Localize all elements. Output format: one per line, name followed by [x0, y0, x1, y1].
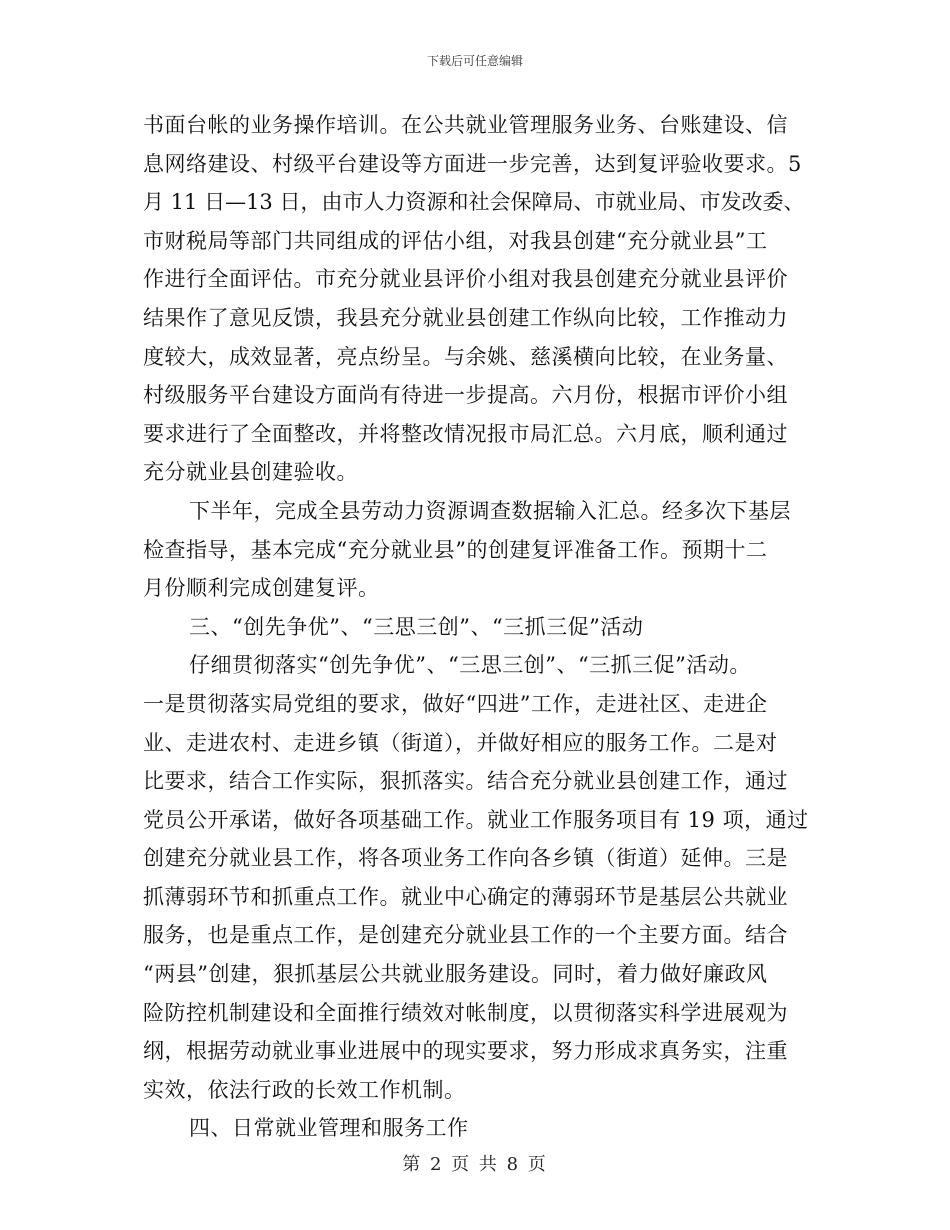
- text-line: 纲，根据劳动就业事业进展中的现实要求，努力形成求真务实，注重: [143, 1039, 788, 1064]
- text-line: 充分就业县创建验收。: [143, 460, 358, 485]
- text-line: 险防控机制建设和全面推行绩效对帐制度，以贯彻落实科学进展观为: [143, 1000, 788, 1025]
- text-line: 检查指导，基本完成“充分就业县”的创建复评准备工作。预期十二: [143, 537, 768, 562]
- text-line: 结果作了意见反馈，我县充分就业县创建工作纵向比较，工作推动力: [143, 305, 788, 330]
- text-line: 党员公开承诺，做好各项基础工作。就业工作服务项目有 19 项，通过: [143, 807, 809, 832]
- text-line: 抓薄弱环节和抓重点工作。就业中心确定的薄弱环节是基层公共就业: [143, 884, 788, 909]
- text-line: 四、日常就业管理和服务工作: [189, 1116, 469, 1141]
- text-line: 三、“创先争优”、“三思三创”、“三抓三促”活动: [189, 614, 644, 639]
- text-line: 下半年，完成全县劳动力资源调查数据输入汇总。经多次下基层: [189, 498, 791, 523]
- text-line: 度较大，成效显著，亮点纷呈。与余姚、慈溪横向比较，在业务量、: [143, 344, 788, 369]
- text-line: 月 11 日—13 日，由市人力资源和社会保障局、市就业局、市发改委、: [143, 190, 805, 215]
- text-line: 市财税局等部门共同组成的评估小组，对我县创建“充分就业县”工: [143, 228, 768, 253]
- text-line: 实效，依法行政的长效工作机制。: [143, 1077, 466, 1102]
- text-line: 村级服务平台建设方面尚有待进一步提高。六月份，根据市评价小组: [143, 383, 788, 408]
- document-body: [143, 106, 811, 1148]
- text-line: 服务，也是重点工作，是创建充分就业县工作的一个主要方面。结合: [143, 923, 788, 948]
- text-line: 息网络建设、村级平台建设等方面进一步完善，达到复评验收要求。5: [143, 151, 802, 176]
- text-line: 业、走进农村、走进乡镇（街道），并做好相应的服务工作。二是对: [143, 730, 778, 755]
- page-header-note: 下载后可任意编辑: [426, 54, 523, 68]
- text-line: 要求进行了全面整改，并将整改情况报市局汇总。六月底，顺利通过: [143, 421, 788, 446]
- text-line: 一是贯彻落实局党组的要求，做好“四进”工作，走进社区、走进企: [143, 691, 768, 716]
- page-number-footer: 第 2 页 共 8 页: [402, 1154, 548, 1175]
- text-line: 作进行全面评估。市充分就业县评价小组对我县创建充分就业县评价: [143, 267, 788, 292]
- text-line: 仔细贯彻落实“创先争优”、“三思三创”、“三抓三促”活动。: [189, 653, 751, 678]
- text-line: 书面台帐的业务操作培训。在公共就业管理服务业务、台账建设、信: [143, 113, 788, 137]
- text-line: 月份顺利完成创建复评。: [143, 576, 380, 601]
- text-line: 比要求，结合工作实际，狠抓落实。结合充分就业县创建工作，通过: [143, 769, 788, 794]
- text-line: 创建充分就业县工作，将各项业务工作向各乡镇（街道）延伸。三是: [143, 846, 788, 871]
- text-line: “两县”创建，狠抓基层公共就业服务建设。同时，着力做好廉政风: [143, 962, 768, 987]
